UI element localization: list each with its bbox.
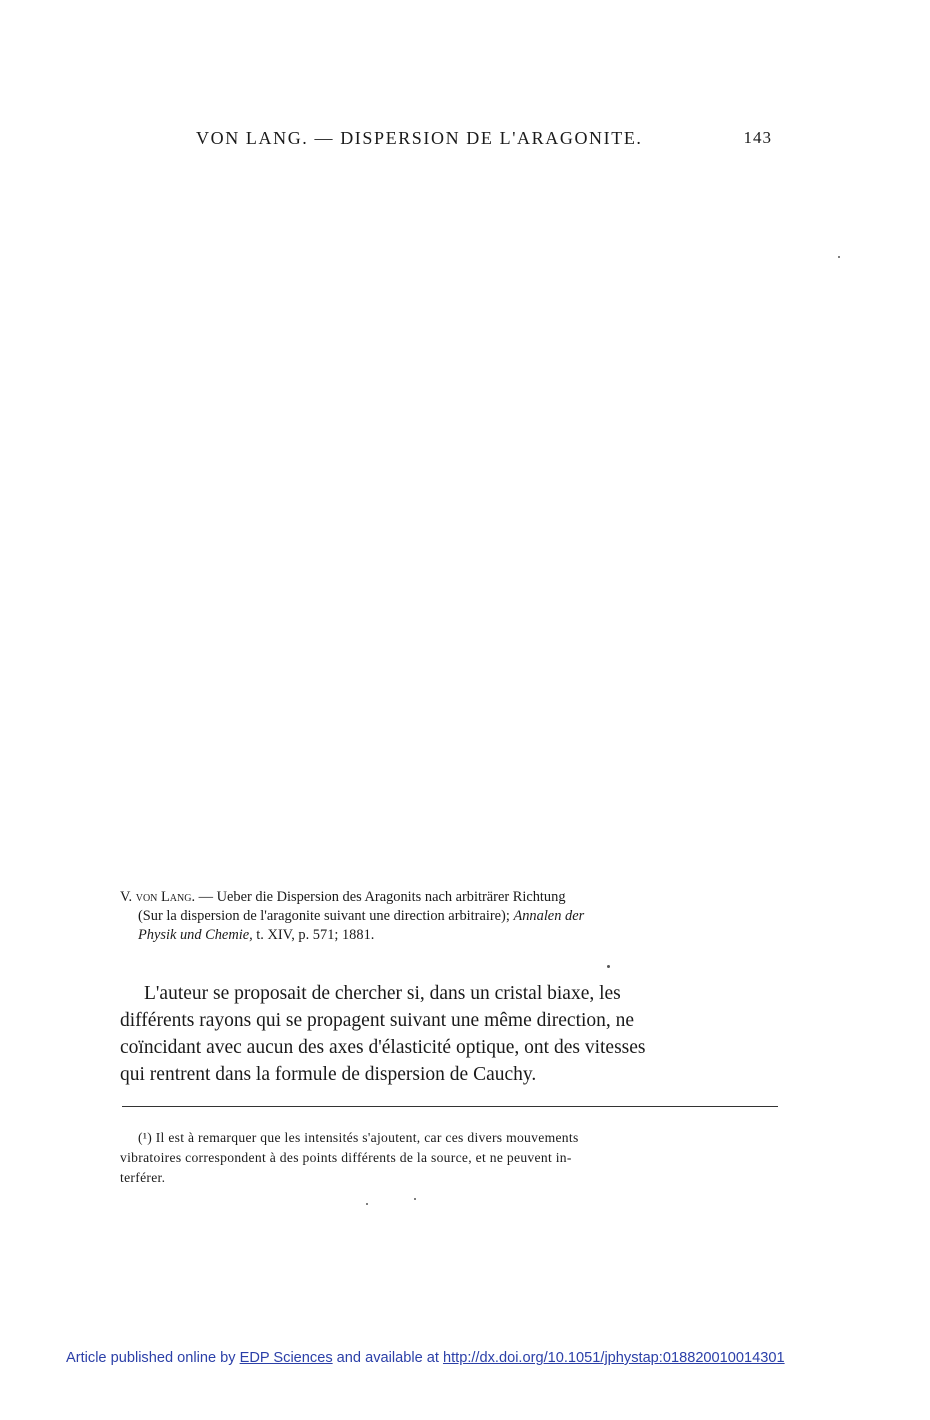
page-number: 143	[743, 128, 772, 147]
footnote-divider	[122, 1106, 778, 1107]
bibliographic-reference	[120, 888, 780, 945]
publisher-notice	[66, 1350, 785, 1366]
reference-line-2	[120, 907, 780, 926]
scan-speck	[838, 256, 840, 258]
publisher-middle: and available at	[332, 1350, 443, 1366]
scan-speck	[607, 965, 610, 968]
publisher-link[interactable]: EDP Sciences	[239, 1350, 333, 1366]
footnote-line: vibratoires correspondent à des points différents de la source, et ne peuvent in-	[120, 1150, 572, 1165]
reference-journal-part2: Physik und Chemie,	[138, 927, 253, 943]
reference-translation: (Sur la dispersion de l'aragonite suivant une direction arbitraire);	[138, 908, 514, 924]
reference-line-1	[120, 888, 780, 907]
abstract-line: L'auteur se proposait de chercher si, dans un cristal biaxe, les	[144, 983, 621, 1004]
footnote-line: terférer.	[120, 1170, 166, 1185]
abstract-paragraph	[120, 980, 780, 1088]
reference-line-3	[120, 926, 780, 945]
doi-link[interactable]: http://dx.doi.org/10.1051/jphystap:018820010014301	[442, 1350, 785, 1366]
scan-speck	[414, 1198, 416, 1200]
footnote-line: (¹) Il est à remarquer que les intensités s'ajoutent, car ces divers mouvements	[138, 1130, 579, 1145]
abstract-line: qui rentrent dans la formule de dispersion de Cauchy.	[120, 1064, 537, 1085]
footnote	[120, 1128, 780, 1188]
running-title: VON LANG. — DISPERSION DE L'ARAGONITE.	[196, 128, 643, 148]
running-header	[196, 128, 772, 152]
reference-volume: t. XIV, p. 571; 1881.	[252, 927, 375, 943]
abstract-line: différents rayons qui se propagent suivant une même direction, ne	[120, 1010, 635, 1031]
reference-journal-part1: Annalen der	[513, 908, 585, 924]
scan-speck	[366, 1203, 368, 1205]
reference-author: V. von Lang.	[120, 889, 196, 905]
publisher-prefix: Article published online by	[66, 1350, 240, 1366]
abstract-line: coïncidant avec aucun des axes d'élasticité optique, ont des vitesses	[120, 1037, 646, 1058]
reference-title: — Ueber die Dispersion des Aragonits nach arbiträrer Richtung	[195, 889, 566, 905]
